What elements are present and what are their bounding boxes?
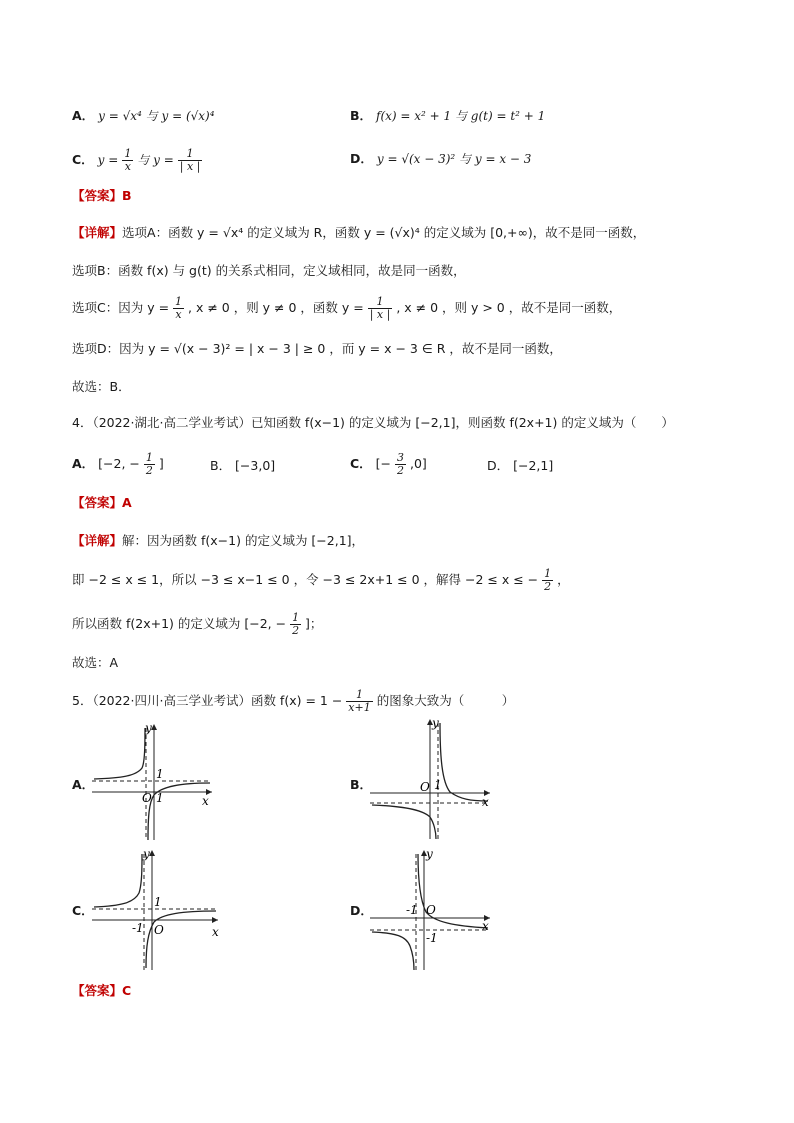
q5-graph-b-xlabel: x bbox=[482, 795, 489, 809]
q5-graph-d bbox=[370, 848, 500, 973]
q5-graph-a-xlabel: x bbox=[202, 794, 209, 808]
q3-option-a: A． y = √x⁴ 与 y = (√x)⁴ bbox=[72, 108, 215, 123]
q4-conclusion: 故选：A bbox=[72, 655, 119, 670]
q3-option-d: D． y = √(x − 3)² 与 y = x − 3 bbox=[350, 151, 532, 166]
q5-graph-b bbox=[370, 717, 500, 842]
q5-graph-c-origin: O bbox=[154, 923, 164, 937]
q5-graph-a-ylabel: y bbox=[145, 721, 152, 735]
q5-option-b-label: B． bbox=[350, 777, 373, 792]
q4-detail-3: 所以函数 f(2x+1) 的定义域为 [−2, − $\frac{1}{2}$ ]； bbox=[72, 611, 323, 637]
q3-detail-a: 【详解】选项A：函数 y = √x⁴ 的定义域为 R，函数 y = (√x)⁴ 的定义域为 [0,+∞)，故不是同一函数， bbox=[72, 225, 646, 240]
q5-graph-d-tick2: -1 bbox=[426, 931, 438, 945]
q3-option-c: C． y = $\frac{1}{x}$ 与 y = $\frac{1}{| x |}$ bbox=[72, 147, 201, 173]
q5-graph-a-tick2: 1 bbox=[156, 791, 164, 805]
q5-graph-c-xlabel: x bbox=[212, 925, 219, 939]
q4-detail-1: 【详解】解：因为函数 f(x−1) 的定义域为 [−2,1]， bbox=[72, 533, 365, 548]
q5-graph-c-tick2: -1 bbox=[132, 921, 144, 935]
q4-option-c: C． [− $\frac{3}{2}$ ,0] bbox=[350, 451, 427, 477]
q5-graph-b-ylabel: y bbox=[432, 716, 439, 730]
q5-graph-b-origin: O bbox=[420, 780, 430, 794]
q5-graph-c-tick1: 1 bbox=[154, 895, 162, 909]
q5-graph-d-tick1: -1 bbox=[406, 903, 418, 917]
q3-detail-c: 选项C：因为 y = $\frac{1}{x}$ , x ≠ 0 ，则 y ≠ 0 ，函数 y = $\frac{1}{| x |}$ , x ≠ 0 ，则 y > 0 ，故不是同一函数， bbox=[72, 295, 622, 321]
q5-graph-c-ylabel: y bbox=[143, 847, 150, 861]
q5-graph-c bbox=[92, 848, 232, 973]
q5-graph-d-origin: O bbox=[426, 903, 436, 917]
q5-option-c-label: C． bbox=[72, 903, 94, 918]
q5-graph-a-origin: O bbox=[142, 791, 152, 805]
q3-option-b: B． f(x) = x² + 1 与 g(t) = t² + 1 bbox=[350, 108, 546, 123]
q5-graph-b-tick1: 1 bbox=[434, 778, 442, 792]
q3-answer: 【答案】B bbox=[72, 188, 132, 203]
q4-stem: 4．（2022·湖北·高二学业考试）已知函数 f(x−1) 的定义域为 [−2,1]，则函数 f(2x+1) 的定义域为（ ） bbox=[72, 415, 674, 430]
q4-detail-2: 即 −2 ≤ x ≤ 1，所以 −3 ≤ x−1 ≤ 0 ，令 −3 ≤ 2x+1 ≤ 0 ，解得 −2 ≤ x ≤ − $\frac{1}{2}$ ， bbox=[72, 567, 570, 593]
q5-answer: 【答案】C bbox=[72, 983, 132, 998]
q4-option-b: B． [−3,0] bbox=[210, 458, 276, 473]
q4-option-a: A． [−2, − $\frac{1}{2}$ ] bbox=[72, 451, 164, 477]
q5-option-d-label: D． bbox=[350, 903, 373, 918]
q5-graph-d-ylabel: y bbox=[426, 847, 433, 861]
q5-graph-d-xlabel: x bbox=[482, 919, 489, 933]
q5-graph-a-tick1: 1 bbox=[156, 767, 164, 781]
q5-option-a-label: A． bbox=[72, 777, 95, 792]
q4-option-d: D． [−2,1] bbox=[487, 458, 554, 473]
q3-detail-d: 选项D：因为 y = √(x − 3)² = | x − 3 | ≥ 0 ，而 y = x − 3 ∈ R ，故不是同一函数， bbox=[72, 341, 562, 356]
q5-stem: 5．（2022·四川·高三学业考试）函数 f(x) = 1 − $\frac{1}{x+1}$ 的图象大致为（ ） bbox=[72, 688, 515, 714]
q3-conclusion: 故选：B． bbox=[72, 379, 131, 394]
q3-detail-b: 选项B：函数 f(x) 与 g(t) 的关系式相同，定义域相同，故是同一函数， bbox=[72, 263, 466, 278]
q5-graph-a bbox=[92, 722, 222, 842]
q4-answer: 【答案】A bbox=[72, 495, 132, 510]
